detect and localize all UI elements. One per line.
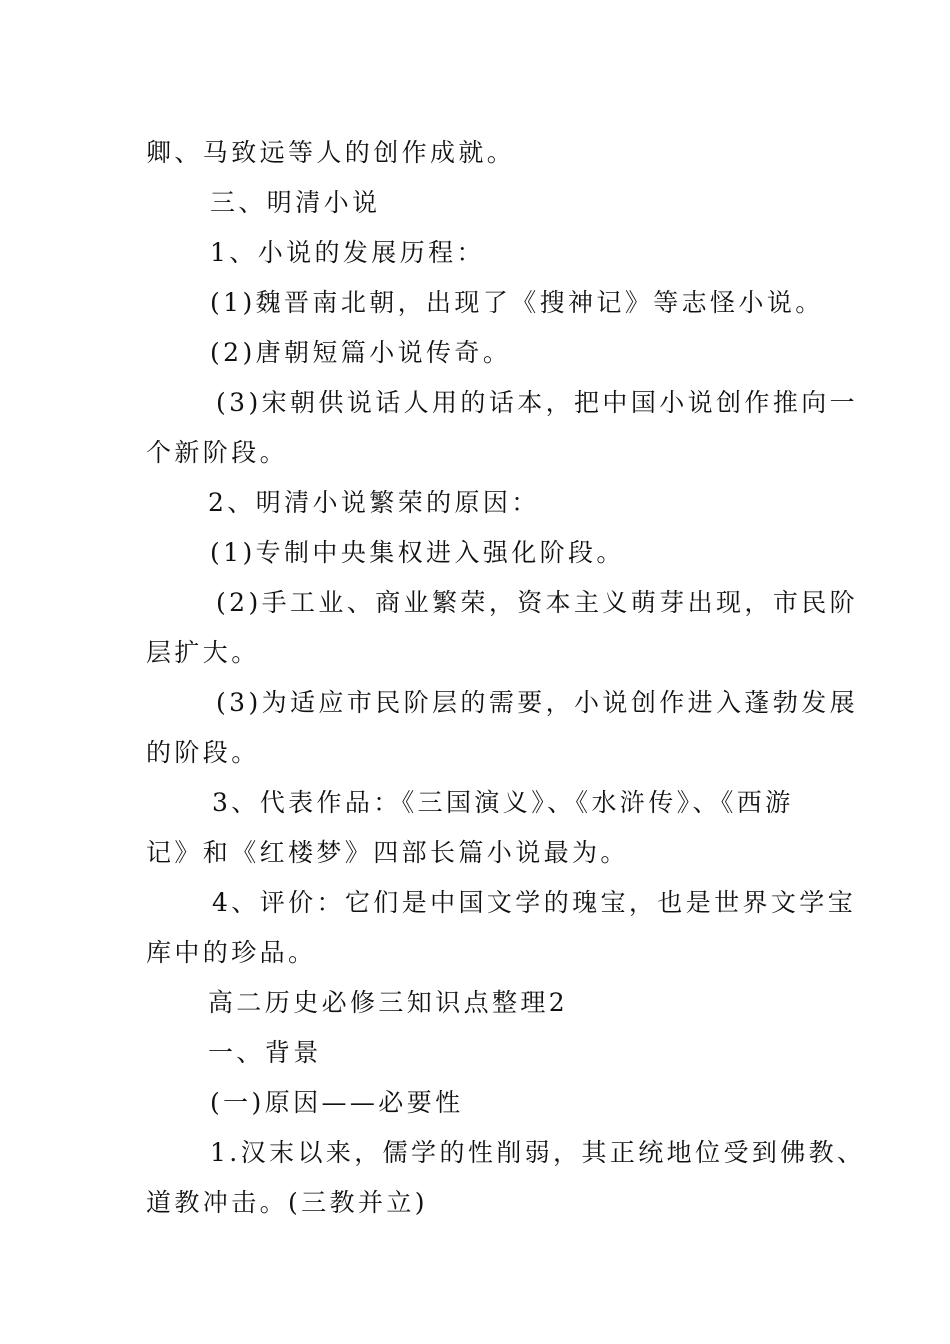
text-line: 1.汉末以来，儒学的性削弱，其正统地位受到佛教、 [210,1138,866,1167]
text-line: (3)为适应市民阶层的需要，小说创作进入蓬勃发展 [216,688,859,717]
text-line: 3、代表作品：《三国演义》、《水浒传》、《西游 [212,788,794,817]
text-line: 层扩大。 [146,638,260,667]
text-line: 1、小说的发展历程： [210,238,485,267]
text-line: 个新阶段。 [146,438,289,467]
text-line: 的阶段。 [146,738,260,767]
text-line: 道教冲击。(三教并立) [146,1188,428,1217]
section-heading: 三、明清小说 [210,188,381,217]
text-line: (2)手工业、商业繁荣，资本主义萌芽出现，市民阶 [216,588,859,617]
document-subtitle: 高二历史必修三知识点整理2 [208,988,569,1017]
text-line: 4、评价：它们是中国文学的瑰宝，也是世界文学宝 [212,888,857,917]
text-line: (一)原因——必要性 [210,1088,464,1117]
section-heading: 一、背景 [208,1038,322,1067]
text-line: 卿、马致远等人的创作成就。 [146,138,516,167]
text-line: 库中的珍品。 [146,938,317,967]
text-line: (1)魏晋南北朝，出现了《搜神记》等志怪小说。 [210,288,824,317]
text-line: 2、明清小说繁荣的原因： [208,488,540,517]
text-line: (3)宋朝供说话人用的话本，把中国小说创作推向一 [216,388,859,417]
text-line: (2)唐朝短篇小说传奇。 [210,338,512,367]
text-line: 记》和《红楼梦》四部长篇小说最为。 [146,838,629,867]
text-line: (1)专制中央集权进入强化阶段。 [210,538,625,567]
